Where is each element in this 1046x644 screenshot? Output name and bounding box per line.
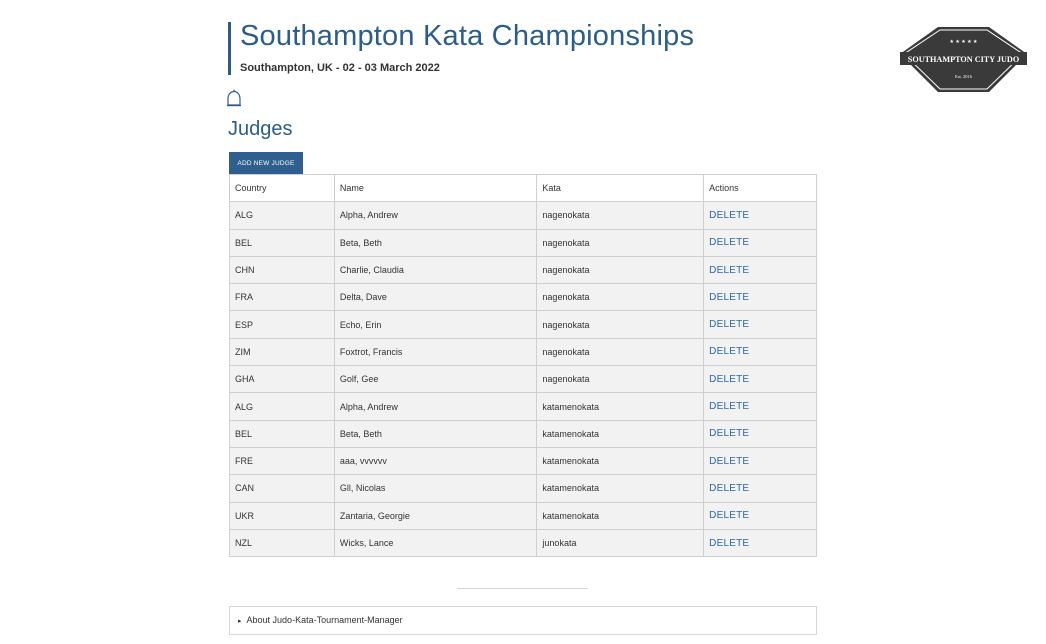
section-title: Judges xyxy=(228,118,293,140)
table-row xyxy=(230,475,817,502)
actions-cell xyxy=(704,502,817,529)
home-icon[interactable] xyxy=(227,89,241,107)
kata-cell: nagenokata xyxy=(537,311,704,338)
delete-link[interactable]: DELETE xyxy=(709,237,750,249)
country-cell: UKR xyxy=(230,502,335,529)
country-cell: ALG xyxy=(230,202,335,229)
name-cell: aaa, vvvvvv xyxy=(334,447,537,474)
column-header-kata: Kata xyxy=(537,175,704,202)
actions-cell xyxy=(704,420,817,447)
kata-cell: katamenokata xyxy=(537,420,704,447)
actions-cell xyxy=(704,393,817,420)
kata-cell: katamenokata xyxy=(537,447,704,474)
country-cell: BEL xyxy=(230,229,335,256)
table-header-row xyxy=(230,175,817,202)
about-disclosure[interactable] xyxy=(229,606,817,635)
kata-cell: katamenokata xyxy=(537,502,704,529)
kata-cell: katamenokata xyxy=(537,475,704,502)
country-cell: CAN xyxy=(230,475,335,502)
actions-cell xyxy=(704,202,817,229)
kata-cell: nagenokata xyxy=(537,338,704,365)
actions-cell xyxy=(704,284,817,311)
actions-cell xyxy=(704,256,817,283)
name-cell: Delta, Dave xyxy=(334,284,537,311)
name-cell: Charlie, Claudia xyxy=(334,256,537,283)
name-cell: Gll, Nicolas xyxy=(334,475,537,502)
kata-cell: nagenokata xyxy=(537,256,704,283)
table-row xyxy=(230,366,817,393)
name-cell: Beta, Beth xyxy=(334,420,537,447)
judges-table-body xyxy=(230,202,817,557)
table-row xyxy=(230,311,817,338)
delete-link[interactable]: DELETE xyxy=(709,209,750,221)
delete-link[interactable]: DELETE xyxy=(709,428,750,440)
delete-link[interactable]: DELETE xyxy=(709,373,750,385)
logo-est: Est. 2016 xyxy=(954,74,973,79)
actions-cell xyxy=(704,475,817,502)
footer-divider xyxy=(457,588,588,589)
kata-cell: nagenokata xyxy=(537,366,704,393)
country-cell: FRE xyxy=(230,447,335,474)
table-row xyxy=(230,229,817,256)
actions-cell xyxy=(704,447,817,474)
name-cell: Wicks, Lance xyxy=(334,529,537,556)
delete-link[interactable]: DELETE xyxy=(709,401,750,413)
country-cell: ALG xyxy=(230,393,335,420)
add-new-judge-button[interactable]: ADD NEW JUDGE xyxy=(229,152,303,174)
actions-cell xyxy=(704,229,817,256)
actions-cell xyxy=(704,366,817,393)
event-subtitle: Southampton, UK - 02 - 03 March 2022 xyxy=(240,62,440,74)
country-cell: ESP xyxy=(230,311,335,338)
column-header-country: Country xyxy=(230,175,335,202)
judges-table xyxy=(229,174,817,557)
logo-text: SOUTHAMPTON CITY JUDO xyxy=(907,55,1020,64)
kata-cell: katamenokata xyxy=(537,393,704,420)
country-cell: BEL xyxy=(230,420,335,447)
actions-cell xyxy=(704,338,817,365)
delete-link[interactable]: DELETE xyxy=(709,510,750,522)
table-row xyxy=(230,256,817,283)
country-cell: ZIM xyxy=(230,338,335,365)
country-cell: CHN xyxy=(230,256,335,283)
event-title: Southampton Kata Championships xyxy=(240,20,695,52)
kata-cell: junokata xyxy=(537,529,704,556)
column-header-actions: Actions xyxy=(704,175,817,202)
delete-link[interactable]: DELETE xyxy=(709,537,750,549)
delete-link[interactable]: DELETE xyxy=(709,291,750,303)
name-cell: Zantaria, Georgie xyxy=(334,502,537,529)
table-row xyxy=(230,393,817,420)
country-cell: GHA xyxy=(230,366,335,393)
table-row xyxy=(230,502,817,529)
table-row xyxy=(230,447,817,474)
about-label: About Judo-Kata-Tournament-Manager xyxy=(246,615,403,625)
kata-cell: nagenokata xyxy=(537,202,704,229)
delete-link[interactable]: DELETE xyxy=(709,455,750,467)
column-header-name: Name xyxy=(334,175,537,202)
kata-cell: nagenokata xyxy=(537,229,704,256)
actions-cell xyxy=(704,311,817,338)
table-row xyxy=(230,284,817,311)
name-cell: Alpha, Andrew xyxy=(334,202,537,229)
actions-cell xyxy=(704,529,817,556)
name-cell: Golf, Gee xyxy=(334,366,537,393)
club-logo xyxy=(900,27,1027,92)
delete-link[interactable]: DELETE xyxy=(709,319,750,331)
kata-cell: nagenokata xyxy=(537,284,704,311)
country-cell: FRA xyxy=(230,284,335,311)
delete-link[interactable]: DELETE xyxy=(709,346,750,358)
table-row xyxy=(230,202,817,229)
disclosure-triangle-icon: ▸ xyxy=(238,618,242,625)
logo-stars: ★ ★ ★ ★ ★ xyxy=(949,39,978,45)
country-cell: NZL xyxy=(230,529,335,556)
delete-link[interactable]: DELETE xyxy=(709,482,750,494)
table-row xyxy=(230,338,817,365)
name-cell: Foxtrot, Francis xyxy=(334,338,537,365)
name-cell: Alpha, Andrew xyxy=(334,393,537,420)
table-row xyxy=(230,529,817,556)
table-row xyxy=(230,420,817,447)
name-cell: Beta, Beth xyxy=(334,229,537,256)
delete-link[interactable]: DELETE xyxy=(709,264,750,276)
name-cell: Echo, Erin xyxy=(334,311,537,338)
